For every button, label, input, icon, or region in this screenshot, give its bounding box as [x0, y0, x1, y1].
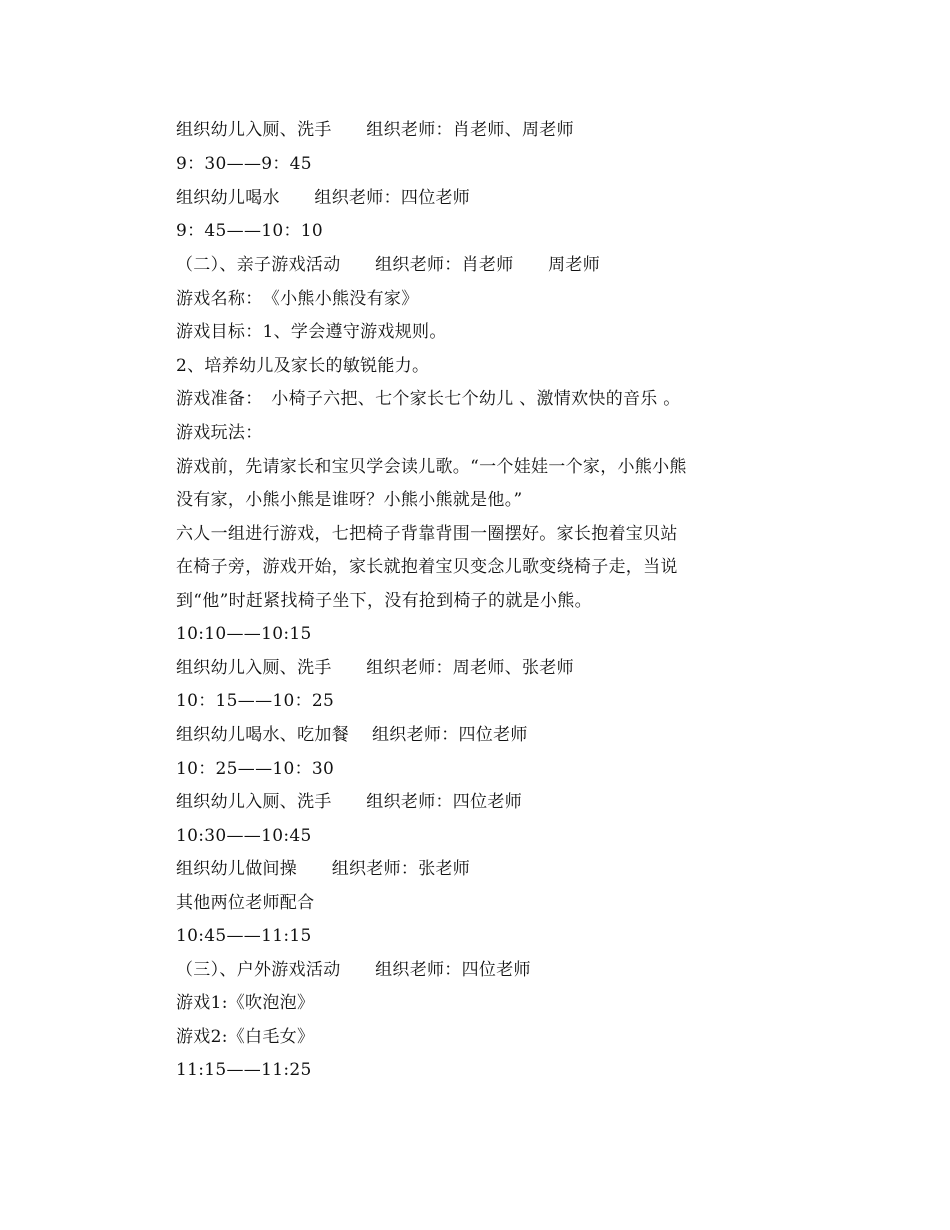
text-line-14: 在椅子旁，游戏开始，家长就抱着宝贝变念儿歌变绕椅子走，当说	[176, 557, 678, 577]
text-line-10: 游戏玩法：	[176, 423, 263, 443]
text-line-27: 游戏1:《吹泡泡》	[176, 993, 315, 1013]
text-line-16: 10:10——10:15	[176, 624, 312, 644]
text-line-7: 游戏目标：1、学会遵守游戏规则。	[176, 322, 447, 342]
section-heading-parent-child-game: （二）、亲子游戏活动 组织老师：肖老师 周老师	[176, 255, 600, 275]
text-line-4: 9：45——10：10	[176, 221, 324, 241]
text-line-8: 2、培养幼儿及家长的敏锐能力。	[176, 356, 430, 376]
text-line-2: 9：30——9：45	[176, 154, 312, 174]
text-line-24: 其他两位老师配合	[176, 893, 315, 913]
text-line-22: 10:30——10:45	[176, 826, 312, 846]
text-line-28: 游戏2:《白毛女》	[176, 1027, 315, 1047]
text-line-9: 游戏准备： 小椅子六把、七个家长七个幼儿 、激情欢快的音乐 。	[176, 389, 681, 409]
text-line-11: 游戏前，先请家长和宝贝学会读儿歌。“一个娃娃一个家，小熊小熊	[176, 457, 687, 477]
text-line-1: 组织幼儿入厕、洗手 组织老师：肖老师、周老师	[176, 120, 574, 140]
text-line-6: 游戏名称： 《小熊小熊没有家》	[176, 289, 419, 309]
text-line-13: 六人一组进行游戏，七把椅子背靠背围一圈摆好。家长抱着宝贝站	[176, 524, 678, 544]
text-line-23: 组织幼儿做间操 组织老师：张老师	[176, 859, 471, 879]
text-line-3: 组织幼儿喝水 组织老师：四位老师	[176, 188, 471, 208]
text-line-12: 没有家，小熊小熊是谁呀？小熊小熊就是他。”	[176, 490, 523, 510]
text-line-21: 组织幼儿入厕、洗手 组织老师：四位老师	[176, 792, 522, 812]
text-line-20: 10：25——10：30	[176, 759, 335, 779]
text-line-29: 11:15——11:25	[176, 1060, 312, 1080]
text-line-18: 10：15——10：25	[176, 691, 335, 711]
section-heading-outdoor-game: （三）、户外游戏活动 组织老师：四位老师	[176, 960, 531, 980]
text-line-19: 组织幼儿喝水、吃加餐 组织老师：四位老师	[176, 725, 528, 745]
text-line-17: 组织幼儿入厕、洗手 组织老师：周老师、张老师	[176, 658, 574, 678]
text-line-15: 到“他”时赶紧找椅子坐下，没有抢到椅子的就是小熊。	[176, 591, 592, 611]
text-line-25: 10:45——11:15	[176, 926, 312, 946]
